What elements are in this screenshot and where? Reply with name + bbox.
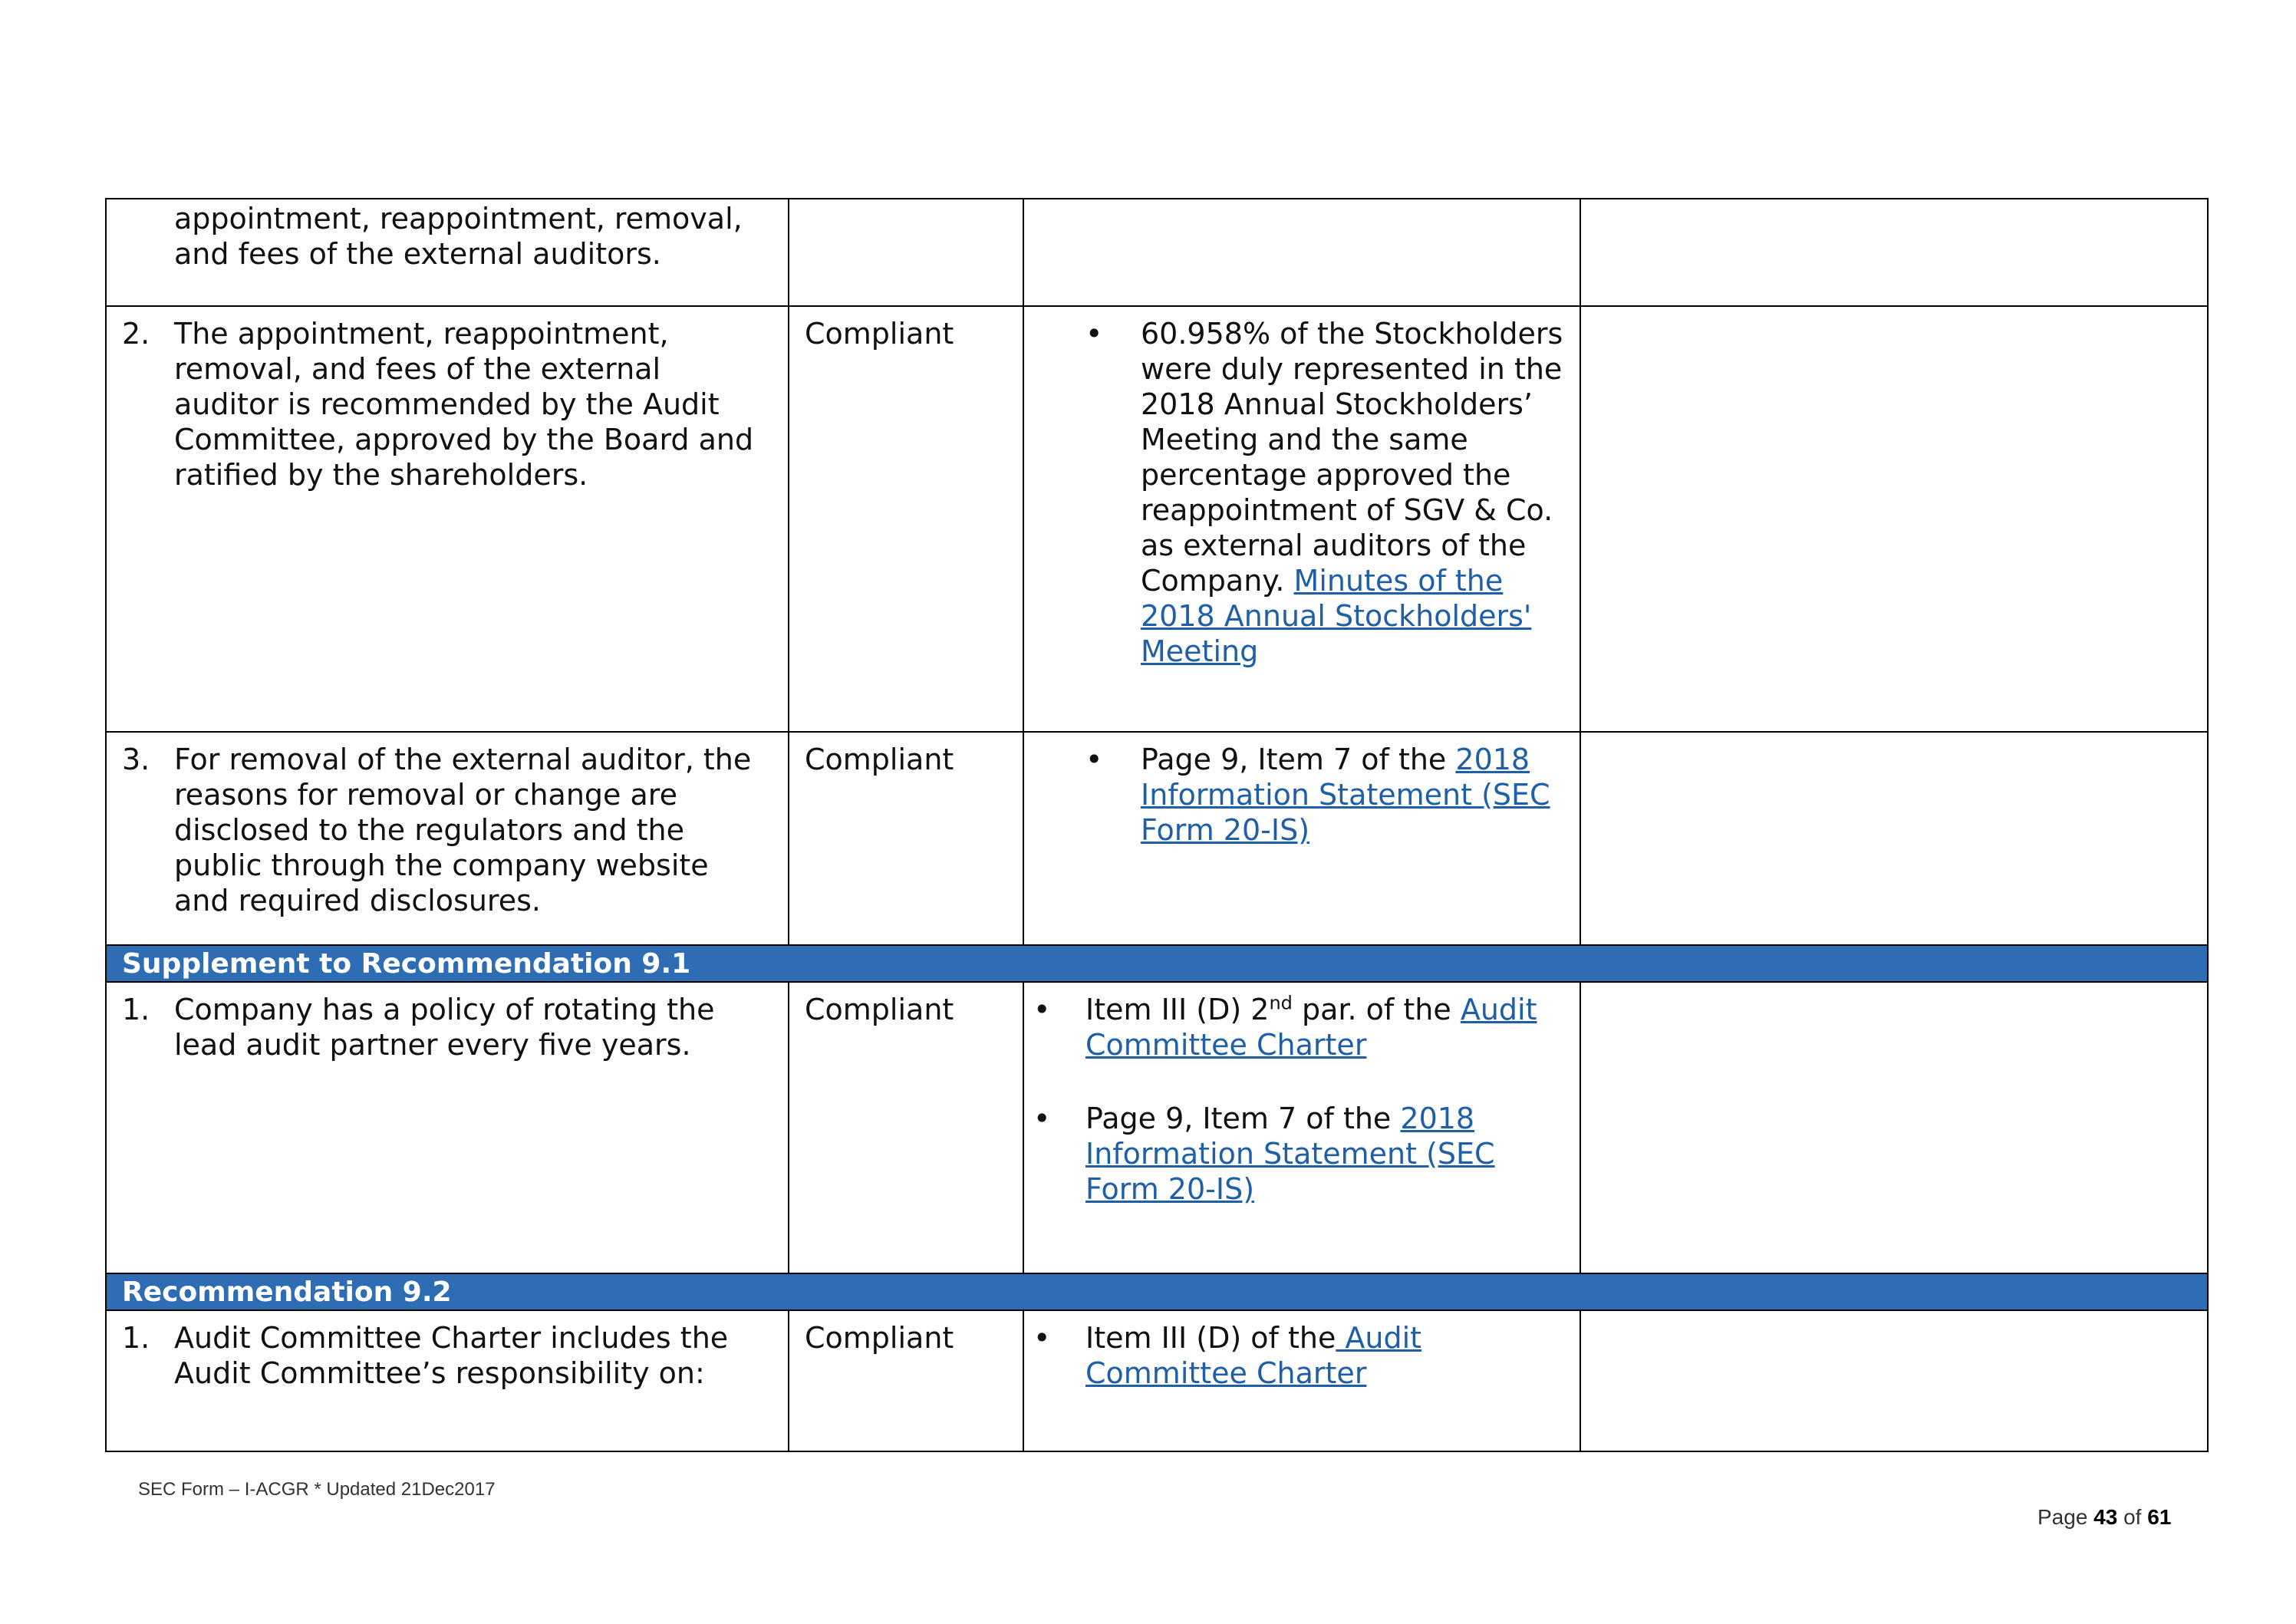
bullet-icon: • (1085, 317, 1103, 351)
recommendation-text: appointment, reappointment, removal, and fees of the external auditors. (174, 202, 743, 271)
recommendation-cell (106, 199, 789, 306)
page-word: Page (2037, 1505, 2094, 1529)
status-cell (789, 982, 1023, 1273)
information-statement-link[interactable]: 2018 Information Statement (SEC Form 20-IS) (1085, 1102, 1495, 1206)
status-cell (789, 1310, 1023, 1451)
section-header: Recommendation 9.2 (106, 1273, 2208, 1310)
status-cell (789, 306, 1023, 732)
recommendation-text: Audit Committee Charter includes the Audit Committee’s responsibility on: (174, 1321, 729, 1390)
explanation-cell (1023, 199, 1580, 306)
item-number: 1. (122, 993, 150, 1026)
recommendation-cell (106, 1310, 789, 1451)
page-number (2037, 1505, 2171, 1530)
page-of: of (2117, 1505, 2148, 1529)
status-text: Compliant (805, 993, 954, 1026)
recommendation-cell (106, 732, 789, 945)
recommendation-text: Company has a policy of rotating the lead audit partner every five years. (174, 993, 715, 1062)
table-row (106, 732, 2208, 945)
remarks-cell (1580, 982, 2208, 1273)
status-text: Compliant (805, 743, 954, 776)
item-number: 3. (122, 743, 150, 776)
item-number: 1. (122, 1321, 150, 1355)
table-row (106, 306, 2208, 732)
remarks-cell (1580, 1310, 2208, 1451)
information-statement-link[interactable]: 2018 Information Statement (SEC Form 20-IS) (1141, 743, 1550, 847)
item-number: 2. (122, 317, 150, 351)
explanation-text: Item III (D) 2 (1085, 993, 1270, 1026)
explanation-text: Page 9, Item 7 of the (1141, 743, 1456, 776)
ordinal-suffix: nd (1269, 992, 1293, 1014)
remarks-cell (1580, 306, 2208, 732)
status-text: Compliant (805, 317, 954, 351)
page-total: 61 (2147, 1505, 2172, 1529)
explanation-text: 60.958% of the Stockholders were duly represented in the 2018 Annual Stockholders’ Meeting and the same percentage approved the reappointment of SGV & Co. as external auditors of the Company. (1141, 317, 1563, 598)
explanation-cell (1023, 732, 1580, 945)
recommendation-cell (106, 982, 789, 1273)
remarks-cell (1580, 732, 2208, 945)
bullet-icon: • (1033, 1321, 1051, 1355)
table-row (106, 982, 2208, 1273)
audit-committee-charter-link[interactable]: Audit Committee Charter (1085, 993, 1537, 1062)
explanation-text: Page 9, Item 7 of the (1085, 1102, 1401, 1135)
status-cell (789, 732, 1023, 945)
remarks-cell (1580, 199, 2208, 306)
table-row (106, 199, 2208, 306)
page-current: 43 (2093, 1505, 2118, 1529)
status-text: Compliant (805, 1321, 954, 1355)
bullet-icon: • (1033, 1102, 1051, 1135)
explanation-cell (1023, 306, 1580, 732)
table-row (106, 1310, 2208, 1451)
minutes-link[interactable]: Minutes of the 2018 Annual Stockholders' Meeting (1141, 564, 1532, 668)
audit-committee-charter-link[interactable]: Audit Committee Charter (1085, 1321, 1422, 1390)
section-header: Supplement to Recommendation 9.1 (106, 945, 2208, 982)
bullet-icon: • (1085, 743, 1103, 776)
compliance-table (105, 198, 2209, 1452)
explanation-cell (1023, 982, 1580, 1273)
bullet-icon: • (1033, 993, 1051, 1026)
recommendation-cell (106, 306, 789, 732)
explanation-text: Item III (D) of the (1085, 1321, 1336, 1355)
recommendation-text: The appointment, reappointment, removal, and fees of the external auditor is recommended by the Audit Committee, approved by the Board and ratified by the shareholders. (174, 317, 754, 492)
status-cell (789, 199, 1023, 306)
recommendation-text: For removal of the external auditor, the reasons for removal or change are disclosed to the regulators and the public through the company website and required disclosures. (174, 743, 752, 917)
section-header-row (106, 1273, 2208, 1310)
explanation-text: par. of the (1292, 993, 1461, 1026)
section-header-row (106, 945, 2208, 982)
explanation-cell (1023, 1310, 1580, 1451)
footer-form-label: SEC Form – I-ACGR * Updated 21Dec2017 (138, 1479, 496, 1500)
